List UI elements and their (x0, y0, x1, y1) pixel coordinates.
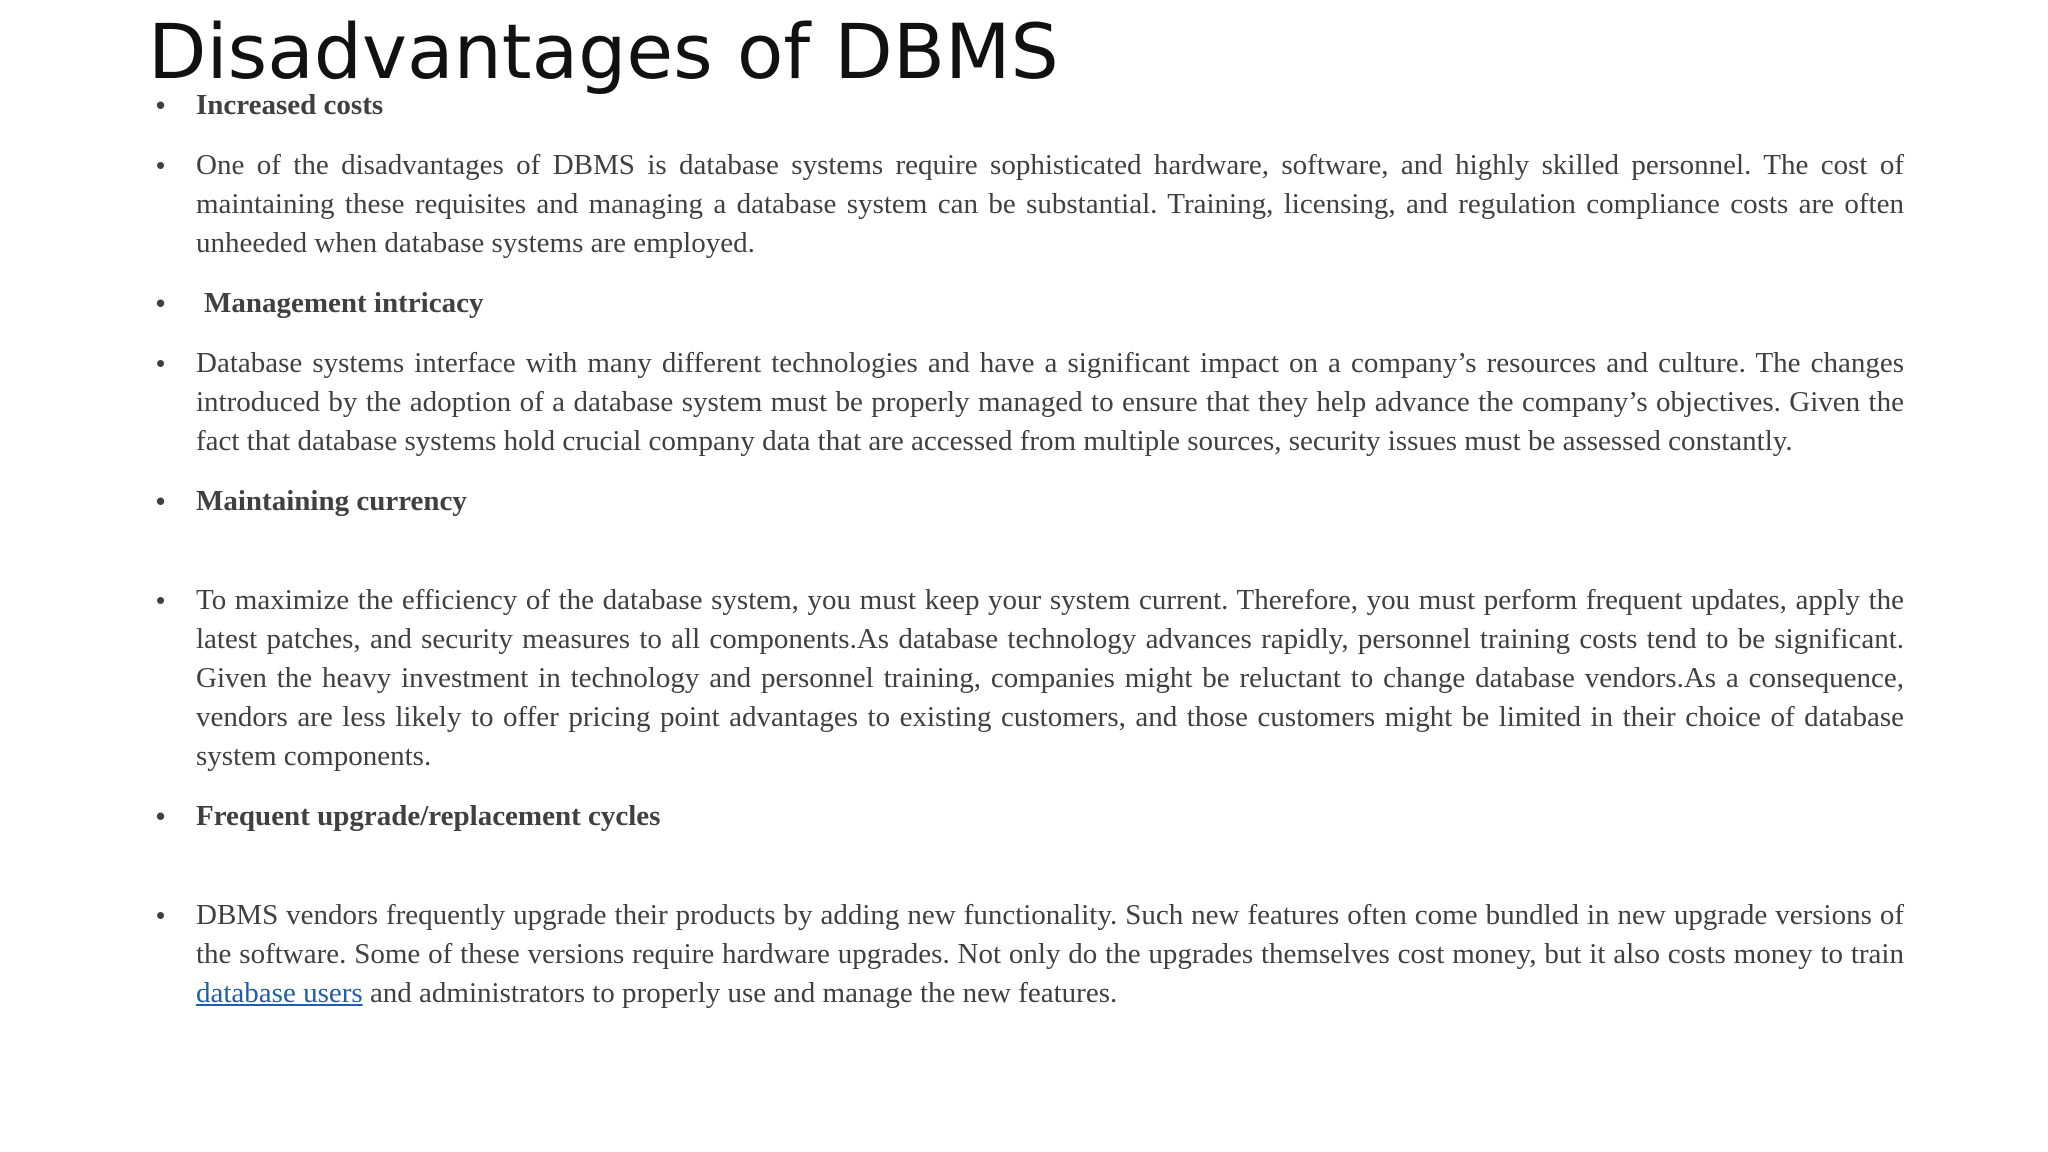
database-users-link[interactable]: database users (196, 977, 363, 1009)
bullet-heading-management-intricacy: • Management intricacy (148, 284, 1904, 323)
upgrade-text-after-link: and administrators to properly use and manage the new features. (362, 977, 1118, 1009)
bullet-list (148, 86, 1904, 1034)
upgrade-text-before-link: DBMS vendors frequently upgrade their products by adding new functionality. Such new features often come bundled in new upgrade versions of the software. Some of these versions require hardware upgrades. Not only do the upgrades themselves cost money, but it also costs money to train (196, 899, 1904, 970)
bullet-body-upgrade-cycles (148, 896, 1904, 1013)
bullet-heading-increased-costs: • Increased costs (148, 86, 1904, 125)
slide-title: Disadvantages of DBMS (148, 7, 1059, 96)
bullet-body-maintaining-currency: • To maximize the efficiency of the database system, you must keep your system current. Therefore, you must perform frequent updates, apply the latest patches, and security measures to all components.As database technology advances rapidly, personnel training costs tend to be significant. Given the heavy investment in technology and personnel training, companies might be reluctant to change database vendors.As a consequence, vendors are less likely to offer pricing point advantages to existing customers, and those customers might be limited in their choice of database system components. (148, 581, 1904, 776)
bullet-body-increased-costs: • One of the disadvantages of DBMS is database systems require sophisticated hardware, software, and highly skilled personnel. The cost of maintaining these requisites and managing a database system can be substantial. Training, licensing, and regulation compliance costs are often unheeded when database systems are employed. (148, 146, 1904, 263)
bullet-body-management-intricacy: • Database systems interface with many different technologies and have a significant impact on a company’s resources and culture. The changes introduced by the adoption of a database system must be properly managed to ensure that they help advance the company’s objectives. Given the fact that database systems hold crucial company data that are accessed from multiple sources, security issues must be assessed constantly. (148, 344, 1904, 461)
bullet-heading-upgrade-cycles: • Frequent upgrade/replacement cycles (148, 797, 1904, 836)
bullet-heading-maintaining-currency: • Maintaining currency (148, 482, 1904, 521)
